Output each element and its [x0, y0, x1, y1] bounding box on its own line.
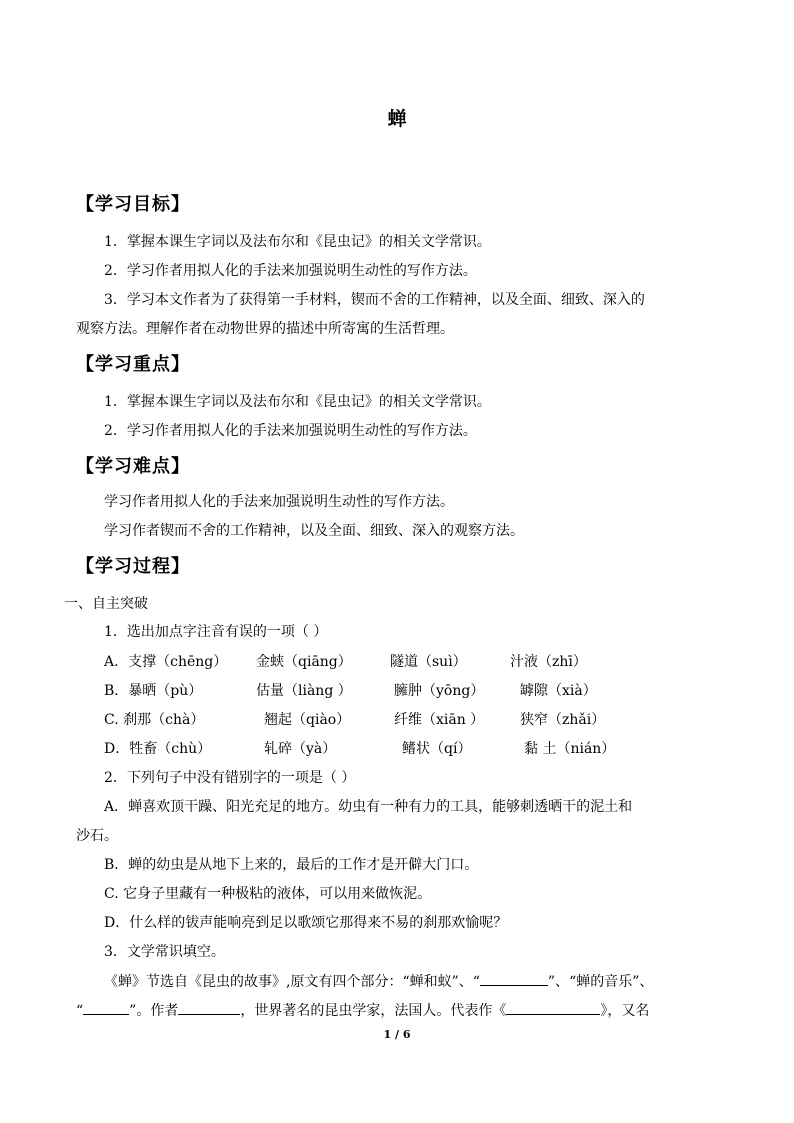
heading-key-points: 【学习重点】 — [76, 354, 190, 375]
option-cell: 汁液（zhī） — [510, 654, 587, 670]
option-cell: C. 刹那（chà） — [104, 712, 205, 728]
question-1-stem: 1．选出加点字注音有误的一项（ ） — [104, 624, 328, 640]
question-2-stem: 2．下列句子中没有错别字的一项是（ ） — [104, 770, 356, 786]
objective-item: 2．学习作者用拟人化的手法来加强说明生动性的写作方法。 — [104, 263, 477, 279]
option-cell: 轧碎（yà） — [264, 741, 337, 757]
option-cell: 估量（liàng ） — [256, 683, 352, 699]
fill-blank-3[interactable] — [178, 1000, 240, 1015]
option-cell: 翘起（qiào） — [264, 712, 351, 728]
question-2-option-a-continued: 沙石。 — [76, 828, 118, 844]
option-cell: 鳍状（qí） — [402, 741, 472, 757]
question-3-stem: 3．文学常识填空。 — [104, 944, 225, 960]
option-cell: 纤维（xiān ） — [394, 712, 485, 728]
fill-text: 《蝉》节选自《昆虫的故事》,原文有四个部分：“蝉和蚁”、“ — [104, 974, 480, 990]
option-cell: 臃肿（yōng） — [394, 683, 485, 699]
objective-item: 1．掌握本课生字词以及法布尔和《昆虫记》的相关文学常识。 — [104, 234, 491, 250]
heading-difficulties: 【学习难点】 — [76, 456, 190, 477]
question-3-line-2 — [76, 1000, 649, 1021]
objective-item-continued: 观察方法。理解作者在动物世界的描述中所寄寓的生活哲理。 — [76, 321, 454, 337]
question-2-option-a: A．蝉喜欢顶干躁、阳光充足的地方。幼虫有一种有力的工具，能够刺透晒干的泥土和 — [104, 799, 633, 815]
option-cell: 金蛱（qiāng） — [256, 654, 352, 670]
fill-text: ，世界著名的昆虫学家，法国人。代表作《 — [240, 1003, 507, 1019]
option-cell: 罅隙（xià） — [520, 683, 597, 699]
option-cell: 隧道（suì） — [390, 654, 467, 670]
fill-blank-2[interactable] — [83, 1000, 129, 1015]
question-2-option-d: D．什么样的钹声能响亮到足以歌颂它那得来不易的刹那欢愉呢？ — [104, 915, 508, 931]
option-cell: D．牲畜（chù） — [104, 741, 212, 757]
page-title: 蝉 — [387, 108, 407, 130]
part-heading: 一、自主突破 — [64, 596, 148, 612]
question-2-option-c: C. 它身子里藏有一种极粘的液体，可以用来做恢泥。 — [104, 886, 432, 902]
heading-objectives: 【学习目标】 — [76, 194, 190, 215]
heading-process: 【学习过程】 — [76, 556, 190, 577]
fill-blank-4[interactable] — [506, 1000, 600, 1015]
difficulty-item: 学习作者用拟人化的手法来加强说明生动性的写作方法。 — [104, 494, 454, 510]
option-cell: 黏 土（nián） — [524, 741, 616, 757]
option-cell: B．暴晒（pù） — [104, 683, 203, 699]
question-3-line-1 — [104, 971, 653, 992]
page-number: 1 / 6 — [383, 1028, 411, 1041]
option-cell: 狭窄（zhǎi） — [520, 712, 606, 728]
fill-text: ”、“蝉的音乐”、 — [547, 974, 654, 990]
fill-text: ”。作者 — [129, 1003, 179, 1019]
objective-item: 3．学习本文作者为了获得第一手材料，锲而不舍的工作精神，以及全面、细致、深入的 — [104, 292, 645, 308]
question-2-option-b: B．蝉的幼虫是从地下上来的，最后的工作才是开僻大门口。 — [104, 857, 479, 873]
option-cell: A．支撑（chēng） — [104, 654, 228, 670]
fill-text: 》，又名 — [600, 1003, 650, 1019]
fill-text: “ — [76, 1003, 84, 1019]
fill-blank-1[interactable] — [480, 971, 548, 986]
difficulty-item: 学习作者锲而不舍的工作精神，以及全面、细致、深入的观察方法。 — [104, 523, 524, 539]
key-point-item: 2．学习作者用拟人化的手法来加强说明生动性的写作方法。 — [104, 423, 477, 439]
key-point-item: 1．掌握本课生字词以及法布尔和《昆虫记》的相关文学常识。 — [104, 394, 491, 410]
